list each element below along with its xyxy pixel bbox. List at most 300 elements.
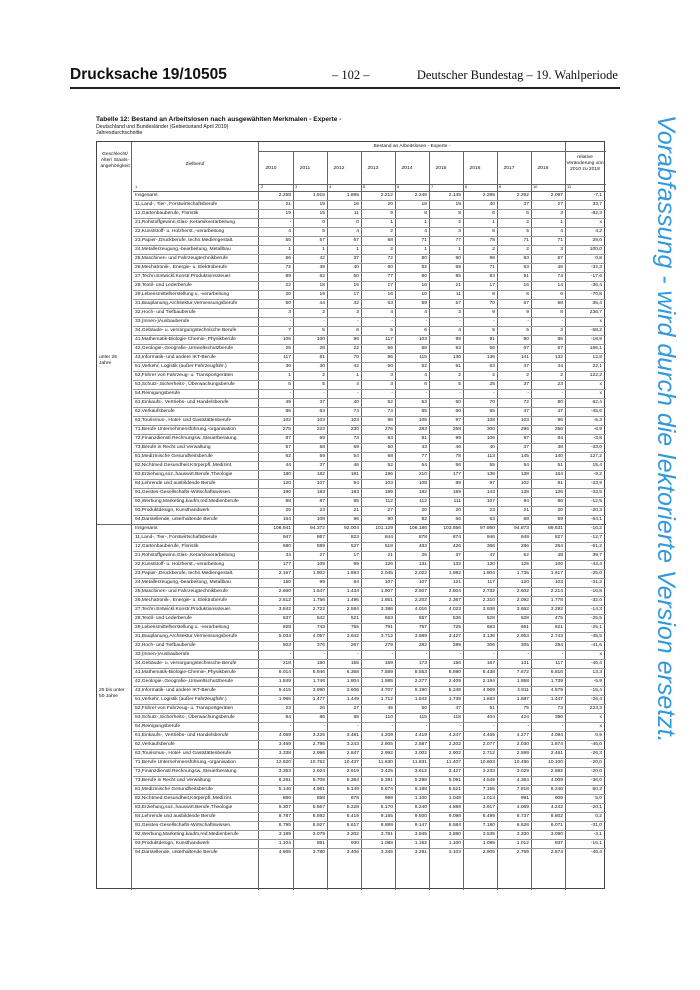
table-cell: 2 xyxy=(492,247,495,252)
table-cell: 89.631 xyxy=(548,526,563,531)
table-cell: 13,3 xyxy=(592,670,602,675)
table-cell: -25,1 xyxy=(590,625,602,630)
row-rule xyxy=(133,776,606,777)
table-cell: 557 xyxy=(418,616,427,621)
table-cell: 100,0 xyxy=(589,247,602,252)
table-cell: 86 xyxy=(557,499,563,504)
table-cell: 73 xyxy=(557,706,563,711)
table-cell: 67 xyxy=(557,346,563,351)
table-cell: 57 xyxy=(319,238,325,243)
table-row-label: 41,Mathematik-Biologie-Chemie-,Physikberufe xyxy=(135,670,236,675)
table-cell: 2.584 xyxy=(346,607,359,612)
table-cell: 3.233 xyxy=(482,769,495,774)
table-cell: 1.902 xyxy=(312,571,325,576)
table-row-label: 28,Textil- und Lederberufe xyxy=(135,283,192,288)
table-row-label: 21,Rohstoffgewinn,Glas-,Keramikverarbeitung xyxy=(135,220,235,225)
table-cell: - xyxy=(391,724,393,729)
row-rule xyxy=(133,839,606,840)
table-cell: 3.386 xyxy=(380,607,393,612)
table-cell: 84 xyxy=(557,436,563,441)
table-cell: 15 xyxy=(319,211,325,216)
table-cell: 96 xyxy=(557,418,563,423)
table-cell: 58 xyxy=(319,445,325,450)
table-cell: 4,2 xyxy=(595,229,602,234)
table-cell: - xyxy=(357,724,359,729)
table-cell: 264 xyxy=(554,544,563,549)
table-cell: 3 xyxy=(288,310,291,315)
table-cell: 9 xyxy=(526,310,529,315)
table-cell: 72 xyxy=(285,265,291,270)
table-cell: 100 xyxy=(554,562,563,567)
table-cell: 130 xyxy=(486,562,495,567)
table-cell: 181 xyxy=(350,472,359,477)
table-cell: 5.034 xyxy=(278,634,291,639)
table-cell: -43,4 xyxy=(590,562,602,567)
table-row-label: 54,Reinigungsberufe xyxy=(135,391,181,396)
table-cell: -31,0 xyxy=(590,823,602,828)
table-cell: 300 xyxy=(486,427,495,432)
table-cell: 67 xyxy=(353,238,359,243)
table-row-label: 34,Gebäude- u. versorgungstechnische Berufe xyxy=(135,661,237,666)
table-cell: 8.553 xyxy=(414,670,427,675)
table-cell: -20,0 xyxy=(590,760,602,765)
table-row-label: 31,Bauplanung,Architektur,Vermessungsberufe xyxy=(135,301,238,306)
table-cell: 59 xyxy=(353,445,359,450)
table-row-label: 31,Bauplanung,Architektur,Vermessungsberufe xyxy=(135,634,238,639)
table-cell: 51 xyxy=(489,706,495,711)
table-cell: 113 xyxy=(487,454,495,459)
table-cell: 199 xyxy=(384,490,393,495)
table-cell: 305 xyxy=(520,643,529,648)
table-row-label: 53,Schutz-,Sicherheits-, Überwachungsberufe xyxy=(135,382,235,387)
table-cell: 102 xyxy=(282,418,291,423)
table-cell: 5.240 xyxy=(414,805,427,810)
table-cell: 6.368 xyxy=(346,670,359,675)
table-cell: 1.958 xyxy=(516,679,529,684)
table-cell: 45 xyxy=(387,706,393,711)
table-row-label: 33,(Innen-)Ausbauberufe xyxy=(135,319,190,324)
table-cell: 19 xyxy=(285,211,291,216)
table-cell: 2 xyxy=(560,373,563,378)
row-rule xyxy=(133,479,606,480)
table-cell: 1.712 xyxy=(380,697,393,702)
table-cell: 103 xyxy=(316,418,325,423)
table-cell: 126 xyxy=(554,490,563,495)
table-cell: x xyxy=(599,319,602,324)
table-row-label: 73,Berufe in Recht und Verwaltung xyxy=(135,778,211,783)
table-cell: 115 xyxy=(419,715,427,720)
table-cell: 131 xyxy=(418,562,427,567)
table-cell: 17 xyxy=(353,292,359,297)
row-rule xyxy=(133,578,606,579)
col-number: 8 xyxy=(465,184,468,189)
row-rule xyxy=(133,560,606,561)
table-cell: 47 xyxy=(455,706,461,711)
row-rule xyxy=(133,407,606,408)
table-cell: 3.291 xyxy=(414,850,427,855)
table-cell: 3.427 xyxy=(448,769,461,774)
row-rule xyxy=(133,236,606,237)
table-cell: 6.261 xyxy=(278,778,291,783)
table-cell: 1.100 xyxy=(448,841,461,846)
table-cell: 3.202 xyxy=(346,832,359,837)
row-rule xyxy=(133,830,606,831)
table-cell: 542 xyxy=(316,616,325,621)
col-number: 2 xyxy=(261,184,264,189)
table-cell: 3.938 xyxy=(482,607,495,612)
table-cell: 141 xyxy=(520,355,529,360)
table-cell: 86 xyxy=(557,337,563,342)
table-row-label: 23,Papier-,Druckberufe, techn.Mediengestalt. xyxy=(135,238,234,243)
table-cell: 867 xyxy=(316,535,325,540)
table-cell: 6 xyxy=(424,382,427,387)
table-cell: 40 xyxy=(353,400,359,405)
table-cell: 97.860 xyxy=(480,526,495,531)
table-cell: - xyxy=(527,724,529,729)
table-cell: 60,2 xyxy=(592,787,602,792)
table-cell: x xyxy=(599,724,602,729)
table-cell: 101.129 xyxy=(375,526,393,531)
table-cell: 115 xyxy=(419,355,427,360)
table-cell: 2.145 xyxy=(448,193,461,198)
table-cell: 2.157 xyxy=(278,571,291,576)
table-cell: 3.917 xyxy=(482,805,495,810)
col-number: 5 xyxy=(363,184,366,189)
table-cell: 1.907 xyxy=(380,589,393,594)
table-cell: 94 xyxy=(523,499,529,504)
table-cell: 87 xyxy=(319,499,325,504)
row-rule xyxy=(133,794,606,795)
table-cell: 3 xyxy=(560,328,563,333)
table-row-label: 93,Produktdesign, Kunsthandwerk xyxy=(135,841,210,846)
table-cell: - xyxy=(391,652,393,657)
table-cell: 91 xyxy=(489,337,495,342)
table-cell: 2.953 xyxy=(516,634,529,639)
table-cell: 10.603 xyxy=(480,760,495,765)
table-cell: 599 xyxy=(316,544,325,549)
table-cell: 8.737 xyxy=(516,814,529,819)
table-cell: 68 xyxy=(387,454,393,459)
table-cell: 42 xyxy=(353,301,359,306)
table-cell: 51 xyxy=(455,364,461,369)
table-cell: 17 xyxy=(387,283,393,288)
table-cell: -20,0 xyxy=(590,769,602,774)
table-cell: 37 xyxy=(523,445,529,450)
table-cell: 424 xyxy=(520,715,529,720)
table-cell: 267 xyxy=(350,643,359,648)
table-cell: 103.856 xyxy=(443,526,461,531)
table-cell: 88 xyxy=(353,715,359,720)
table-cell: 878 xyxy=(418,535,427,540)
table-cell: 2.660 xyxy=(278,589,291,594)
table-cell: 4 xyxy=(356,382,359,387)
table-cell: 3.090 xyxy=(550,832,563,837)
table-cell: 866 xyxy=(282,796,291,801)
table-cell: 38 xyxy=(557,445,563,450)
data-table xyxy=(96,141,605,889)
table-cell: 1.434 xyxy=(346,589,359,594)
table-cell: 47 xyxy=(523,364,529,369)
table-cell: -15,1 xyxy=(590,841,602,846)
table-cell: 83 xyxy=(387,436,393,441)
table-row-label: 93,Produktdesign, Kunsthandwerk xyxy=(135,508,210,513)
table-cell: 3 xyxy=(560,211,563,216)
table-cell: 25 xyxy=(489,382,495,387)
table-cell: 8.927 xyxy=(312,823,325,828)
row-rule xyxy=(133,722,606,723)
row-rule xyxy=(133,758,606,759)
table-row-label: 29,Lebensmittelherstellung u. -verarbeitung xyxy=(135,625,230,630)
table-cell: 4.069 xyxy=(516,805,529,810)
table-cell: 18 xyxy=(455,202,461,207)
table-cell: 132 xyxy=(452,562,461,567)
row-rule xyxy=(133,614,606,615)
table-cell: 95 xyxy=(353,499,359,504)
table-cell: 4.009 xyxy=(550,778,563,783)
table-cell: -12,7 xyxy=(590,535,602,540)
table-cell: 3.406 xyxy=(346,850,359,855)
table-cell: 20 xyxy=(557,508,563,513)
table-cell: 112 xyxy=(385,499,393,504)
table-row-label: 82,Nichtmed.Gesundheit,Körperpfl.,Medizint. xyxy=(135,796,233,801)
table-cell: 5.298 xyxy=(414,778,427,783)
table-row-label: 61,Einkaufs-, Vertriebs- und Handelsberufe xyxy=(135,733,229,738)
table-cell: 57 xyxy=(285,445,291,450)
table-cell: 6 xyxy=(560,292,563,297)
table-cell: 196 xyxy=(384,472,393,477)
table-cell: -20,1 xyxy=(590,805,602,810)
row-rule xyxy=(133,812,606,813)
table-cell: 3.712 xyxy=(380,634,393,639)
col-number: 6 xyxy=(397,184,400,189)
table-cell: 40 xyxy=(489,202,495,207)
table-cell: 8.892 xyxy=(312,814,325,819)
table-cell: 8.617 xyxy=(346,823,359,828)
table-cell: 218 xyxy=(282,661,291,666)
table-cell: 2.258 xyxy=(278,193,291,198)
table-cell: 107 xyxy=(316,481,325,486)
table-cell: 44 xyxy=(557,364,563,369)
table-cell: 4 xyxy=(424,310,427,315)
table-cell: 1 xyxy=(424,247,427,252)
table-cell: 69 xyxy=(319,436,325,441)
table-cell: 111 xyxy=(453,499,461,504)
row-rule xyxy=(133,848,606,849)
table-cell: -16,8 xyxy=(590,589,602,594)
table-cell: 3.243 xyxy=(346,742,359,747)
table-cell: 4.981 xyxy=(312,787,325,792)
table-cell: 156 xyxy=(452,661,461,666)
table-cell: 50 xyxy=(421,706,427,711)
row-rule xyxy=(133,470,606,471)
row-rule xyxy=(133,281,606,282)
table-cell: 4.242 xyxy=(550,805,563,810)
table-cell: 3.029 xyxy=(516,769,529,774)
table-row-label: 23,Papier-,Druckberufe, techn.Mediengestalt. xyxy=(135,571,234,576)
table-cell: 56 xyxy=(387,346,393,351)
table-cell: 2.092 xyxy=(516,598,529,603)
row-rule xyxy=(133,497,606,498)
table-cell: 296 xyxy=(520,427,529,432)
table-cell: 521 xyxy=(350,616,359,621)
table-cell: 3 xyxy=(356,310,359,315)
table-cell: 55 xyxy=(285,238,291,243)
table-cell: 563 xyxy=(384,616,393,621)
row-rule xyxy=(133,416,606,417)
table-cell: 96 xyxy=(387,355,393,360)
table-cell: 190 xyxy=(282,490,291,495)
table-cell: 256 xyxy=(554,427,563,432)
table-cell: 1.587 xyxy=(516,697,529,702)
table-cell: 3.345 xyxy=(380,850,393,855)
table-cell: 10.752 xyxy=(310,760,325,765)
table-cell: 40 xyxy=(489,445,495,450)
table-cell: 3.469 xyxy=(278,742,291,747)
table-cell: -82,3 xyxy=(590,211,602,216)
table-cell: 2 xyxy=(322,373,325,378)
table-cell: 22 xyxy=(353,346,359,351)
table-cell: 2 xyxy=(526,220,529,225)
table-cell: 109 xyxy=(316,562,325,567)
table-cell: 3.612 xyxy=(414,769,427,774)
table-cell: 2.743 xyxy=(550,634,563,639)
table-cell: 4 xyxy=(424,373,427,378)
col-number: 1 xyxy=(135,184,138,189)
table-cell: - xyxy=(561,319,563,324)
table-cell: 2 xyxy=(526,247,529,252)
table-cell: 68 xyxy=(557,301,563,306)
table-cell: 3.481 xyxy=(346,733,359,738)
table-row-label: 51,Verkehr, Logistik (außer Fahrzeugführ.) xyxy=(135,364,227,369)
table-cell: 3.535 xyxy=(482,832,495,837)
table-cell: 33,7 xyxy=(592,202,602,207)
table-cell: 80 xyxy=(557,400,563,405)
table-cell: 2.712 xyxy=(482,751,495,756)
table-cell: 2.769 xyxy=(516,850,529,855)
table-cell: 1.663 xyxy=(482,697,495,702)
table-cell: 279 xyxy=(384,643,393,648)
row-rule xyxy=(133,344,606,345)
table-cell: 2.409 xyxy=(448,679,461,684)
table-cell: 103 xyxy=(350,418,359,423)
table-row-label: 43,Informatik- und andere IKT-Berufe xyxy=(135,688,216,693)
table-cell: 20 xyxy=(387,202,393,207)
table-cell: 50 xyxy=(387,445,393,450)
table-cell: 67 xyxy=(557,256,563,261)
table-cell: 23 xyxy=(285,706,291,711)
col-year: 2010 xyxy=(265,166,277,171)
table-row-label: 71,Berufe Unternehmensführung,-organisation xyxy=(135,427,236,432)
row-rule xyxy=(133,785,606,786)
table-cell: 49 xyxy=(285,400,291,405)
row-rule xyxy=(133,326,606,327)
table-cell: 103 xyxy=(520,418,529,423)
table-cell: 21 xyxy=(353,508,359,513)
table-cell: -33,5 xyxy=(590,490,602,495)
table-cell: -46,4 xyxy=(590,661,602,666)
table-cell: 143 xyxy=(486,490,495,495)
table-cell: 18 xyxy=(421,202,427,207)
table-cell: 103 xyxy=(418,337,427,342)
row-rule xyxy=(133,434,606,435)
table-cell: 26 xyxy=(421,553,427,558)
table-cell: -46,0 xyxy=(590,742,602,747)
table-cell: 1.449 xyxy=(346,697,359,702)
table-cell: -6,9 xyxy=(593,427,602,432)
table-cell: 74 xyxy=(353,409,359,414)
table-cell: 117 xyxy=(385,337,393,342)
table-cell: -26,4 xyxy=(590,697,602,702)
table-cell: 55 xyxy=(489,463,495,468)
header-rule xyxy=(70,87,620,89)
table-cell: 1.874 xyxy=(550,742,563,747)
table-cell: -33,0 xyxy=(590,445,602,450)
table-cell: 12.620 xyxy=(276,760,291,765)
table-cell: 2 xyxy=(526,373,529,378)
table-cell: 930 xyxy=(350,841,359,846)
table-cell: 426 xyxy=(452,544,461,549)
table-cell: 4.277 xyxy=(516,733,529,738)
table-row-label: 81,Medizinische Gesundheitsberufe xyxy=(135,454,213,459)
col-year: 2017 xyxy=(503,166,515,171)
table-row-label: 62,Verkaufsberufe xyxy=(135,409,175,414)
table-cell: 27 xyxy=(353,706,359,711)
table-row-label: 29,Lebensmittelherstellung u. -verarbeitung xyxy=(135,292,230,297)
table-row-label: 27,Techn.Entwickl.Konstr.Produktionssteuer. xyxy=(135,607,232,612)
table-cell: 25 xyxy=(285,346,291,351)
table-cell: x xyxy=(599,652,602,657)
table-cell: 29,0 xyxy=(592,238,602,243)
table-cell: 22,1 xyxy=(592,364,602,369)
table-cell: 1.804 xyxy=(346,679,359,684)
table-row-label: 62,Verkaufsberufe xyxy=(135,742,175,747)
table-cell: 5.708 xyxy=(312,778,325,783)
table-cell: 3.079 xyxy=(312,832,325,837)
col-number: 9 xyxy=(499,184,502,189)
row-rule xyxy=(133,209,606,210)
drucksache-label: Drucksache 19/10505 xyxy=(70,66,227,83)
table-cell: - xyxy=(527,391,529,396)
row-rule xyxy=(133,317,606,318)
table-cell: 1.893 xyxy=(346,571,359,576)
table-cell: 6.521 xyxy=(448,787,461,792)
table-cell: 4 xyxy=(356,229,359,234)
table-cell: 1.849 xyxy=(278,679,291,684)
row-rule xyxy=(133,623,606,624)
table-cell: 2.847 xyxy=(346,751,359,756)
table-cell: -26,3 xyxy=(590,751,602,756)
table-cell: 2.996 xyxy=(312,751,325,756)
table-cell: - xyxy=(561,652,563,657)
table-cell: - xyxy=(357,319,359,324)
table-subtitle: Deutschland und Bundesländer (Gebietsstand April 2019) xyxy=(96,124,229,130)
table-cell: 30 xyxy=(319,364,325,369)
table-cell: 56 xyxy=(455,463,461,468)
row-rule xyxy=(133,227,606,228)
table-cell: 164 xyxy=(282,517,291,522)
table-cell: 82 xyxy=(421,517,427,522)
table-cell: 78 xyxy=(455,454,461,459)
table-cell: 6 xyxy=(424,328,427,333)
table-cell: -45,5 xyxy=(590,634,602,639)
table-cell: 183 xyxy=(316,490,325,495)
table-cell: 1.617 xyxy=(550,571,563,576)
table-cell: 28 xyxy=(319,346,325,351)
table-cell: 1.152 xyxy=(414,841,427,846)
table-row-label: 27,Techn.Entwickl.Konstr.Produktionssteuer. xyxy=(135,274,232,279)
table-cell: 2.924 xyxy=(312,769,325,774)
table-cell: 5 xyxy=(322,328,325,333)
